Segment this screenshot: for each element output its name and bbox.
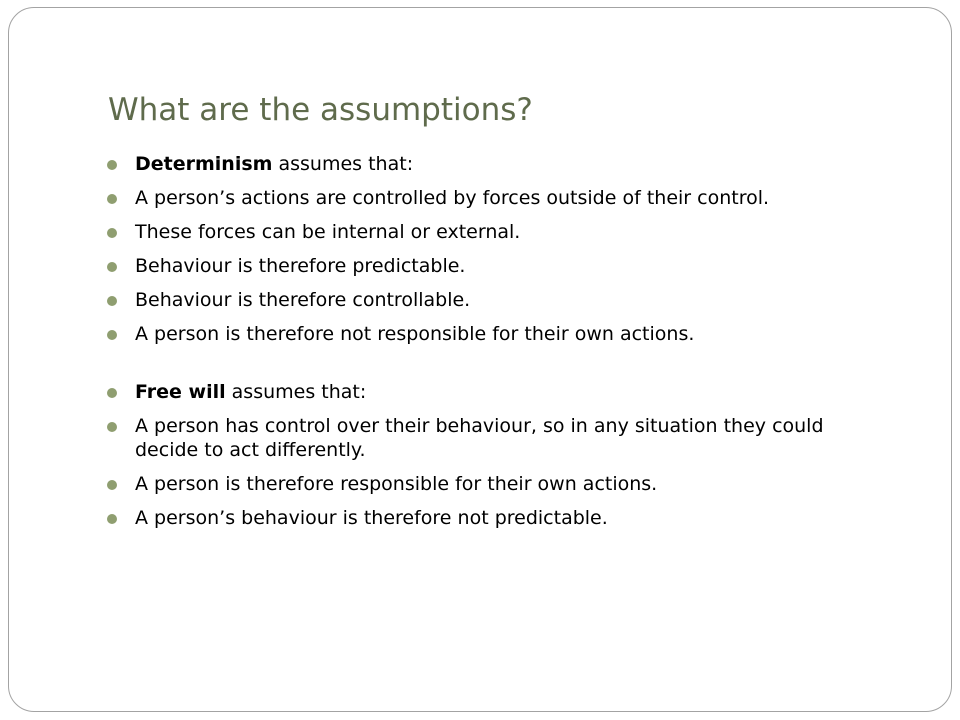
bullet-text: assumes that: <box>272 153 414 175</box>
bullet-item <box>107 254 847 278</box>
bullet-dot-icon <box>107 228 117 238</box>
bullet-dot-icon <box>107 160 117 170</box>
bullet-dot-icon <box>107 262 117 272</box>
bullet-text: Behaviour is therefore controllable. <box>135 289 471 311</box>
bullet-bold-term: Determinism <box>135 153 273 175</box>
bullet-dot-icon <box>107 330 117 340</box>
bullet-dot-icon <box>107 296 117 306</box>
bullet-item-determinism <box>107 152 847 176</box>
bullet-item <box>107 414 847 462</box>
bullet-item <box>107 220 847 244</box>
bullet-item-free-will <box>107 380 847 404</box>
bullet-text: A person is therefore not responsible for their own actions. <box>135 323 695 345</box>
bullet-text: Behaviour is therefore predictable. <box>135 255 466 277</box>
bullet-dot-icon <box>107 422 117 432</box>
bullet-item <box>107 186 847 210</box>
bullet-item <box>107 288 847 312</box>
bullet-item <box>107 506 847 530</box>
bullet-dot-icon <box>107 514 117 524</box>
bullet-item <box>107 322 847 346</box>
bullet-item <box>107 472 847 496</box>
bullet-text: assumes that: <box>225 381 367 403</box>
bullet-text: A person is therefore responsible for their own actions. <box>135 473 658 495</box>
bullet-dot-icon <box>107 388 117 398</box>
bullet-dot-icon <box>107 194 117 204</box>
bullet-text: A person’s actions are controlled by forces outside of their control. <box>135 187 770 209</box>
bullet-text: A person has control over their behaviour, so in any situation they could decide to act differently. <box>135 415 824 461</box>
bullet-list <box>107 152 847 540</box>
bullet-bold-term: Free will <box>135 381 226 403</box>
bullet-text: A person’s behaviour is therefore not predictable. <box>135 507 608 529</box>
slide-title: What are the assumptions? <box>108 92 533 128</box>
bullet-dot-icon <box>107 480 117 490</box>
bullet-text: These forces can be internal or external. <box>135 221 521 243</box>
